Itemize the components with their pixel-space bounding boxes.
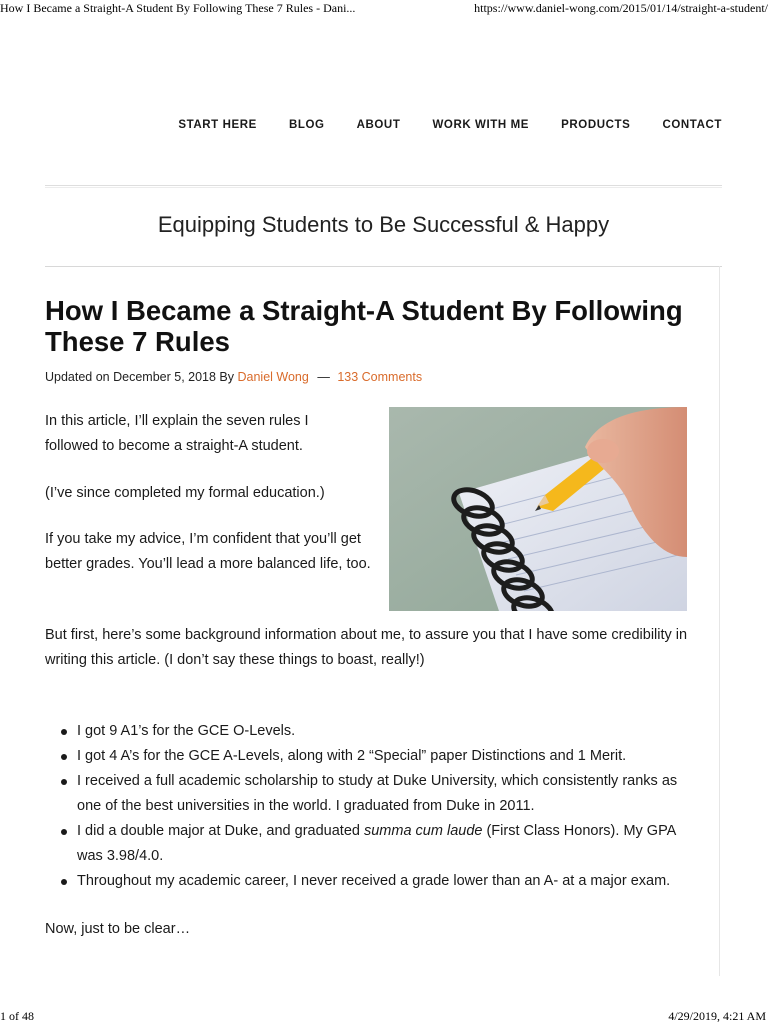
header-divider-top <box>45 185 722 188</box>
list-item: I received a full academic scholarship to study at Duke University, which consistently ranks as one of the best universities in the world. I graduated from Duke in 2011. <box>45 769 700 819</box>
content-side-border <box>719 266 720 976</box>
advice-paragraph: If you take my advice, I’m confident that you’ll get better grades. You’ll lead a more balanced life, too. <box>45 531 371 572</box>
achievements-list <box>45 719 700 894</box>
list-item-text-end: (First Class Honors). My GPA was 3.98/4.0. <box>77 823 676 864</box>
list-item <box>45 819 700 869</box>
site-tagline: Equipping Students to Be Successful & Happy <box>157 212 610 237</box>
hand-writing-notebook-image <box>389 407 687 611</box>
nav-blog[interactable]: BLOG <box>288 119 325 131</box>
main-navigation <box>0 119 722 131</box>
print-page-url: https://www.daniel-wong.com/2015/01/14/straight-a-student/ <box>474 1 768 15</box>
post-updated-date: Updated on December 5, 2018 By <box>45 370 235 384</box>
list-item: I got 9 A1’s for the GCE O-Levels. <box>45 719 700 744</box>
print-page-title: How I Became a Straight-A Student By Following These 7 Rules - Dani... <box>0 1 356 15</box>
nav-work-with-me[interactable]: WORK WITH ME <box>432 119 530 131</box>
header-divider-bottom <box>45 266 722 267</box>
nav-about[interactable]: ABOUT <box>356 119 401 131</box>
background-paragraph: But first, here’s some background information about me, to assure you that I have some credibility in writing this article. (I don’t say these things to boast, really!) <box>45 627 688 668</box>
education-note-paragraph: (I’ve since completed my formal education.) <box>45 485 325 501</box>
post-meta <box>45 370 422 384</box>
nav-contact[interactable]: CONTACT <box>662 119 722 131</box>
closing-paragraph: Now, just to be clear… <box>45 921 191 937</box>
list-item: I got 4 A’s for the GCE A-Levels, along with 2 “Special” paper Distinctions and 1 Merit. <box>45 744 700 769</box>
list-item-text-start: I did a double major at Duke, and graduated <box>77 823 364 839</box>
notebook-photo-illustration <box>389 407 687 611</box>
print-datetime: 4/29/2019, 4:21 AM <box>668 1009 766 1023</box>
print-footer <box>0 1009 768 1025</box>
list-item: Throughout my academic career, I never received a grade lower than an A- at a major exam. <box>45 869 700 894</box>
comments-link[interactable]: 133 Comments <box>337 370 423 384</box>
print-header <box>0 1 768 17</box>
meta-separator: — <box>317 370 330 384</box>
nav-products[interactable]: PRODUCTS <box>561 119 631 131</box>
post-title: How I Became a Straight-A Student By Following These 7 Rules <box>45 295 683 357</box>
intro-paragraph: In this article, I’ll explain the seven rules I followed to become a straight-A student. <box>45 413 309 454</box>
print-page-number: 1 of 48 <box>0 1009 34 1023</box>
nav-start-here[interactable]: START HERE <box>178 119 257 131</box>
author-link[interactable]: Daniel Wong <box>237 370 309 384</box>
latin-honors-text: summa cum laude <box>363 823 483 839</box>
